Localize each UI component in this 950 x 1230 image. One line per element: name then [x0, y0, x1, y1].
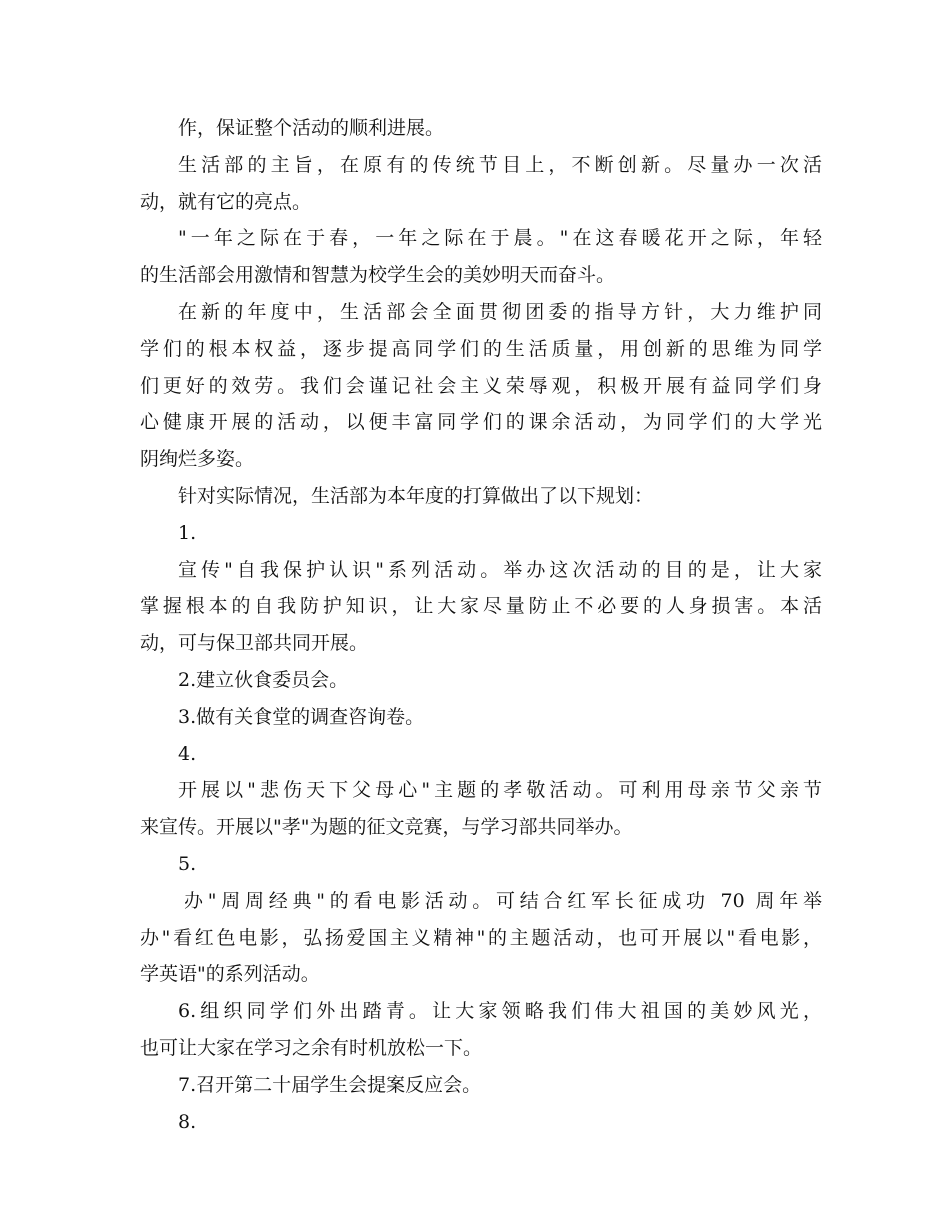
text-line: 针对实际情况，生活部为本年度的打算做出了以下规划：: [178, 484, 654, 507]
text-line: 生活部的主旨，在原有的传统节目上，不断创新。尽量办一次活: [178, 153, 822, 176]
text-line: 掌握根本的自我防护知识，让大家尽量防止不必要的人身损害。本活: [140, 595, 822, 618]
list-item: 7.召开第二十届学生会提案反应会。: [178, 1073, 482, 1096]
text-line: 办"周周经典"的看电影活动。可结合红军长征成功 70 周年举: [184, 889, 822, 912]
document-page: [140, 110, 822, 1140]
text-line: 也可让大家在学习之余有时机放松一下。: [140, 1036, 483, 1059]
text-line: 阴绚烂多姿。: [140, 448, 255, 471]
text-line: 开展以"悲伤天下父母心"主题的孝敬活动。可利用母亲节父亲节: [178, 779, 822, 802]
text-line: 们更好的效劳。我们会谨记社会主义荣辱观，积极开展有益同学们身: [140, 374, 822, 397]
text-line: 办"看红色电影，弘扬爱国主义精神"的主题活动，也可开展以"看电影，: [140, 926, 822, 949]
text-line: "一年之际在于春，一年之际在于晨。"在这春暖花开之际，年轻: [178, 227, 822, 250]
list-item: 2.建立伙食委员会。: [178, 668, 349, 691]
text-line: 来宣传。开展以"孝"为题的征文竞赛，与学习部共同举办。: [140, 816, 633, 839]
list-item: 3.做有关食堂的调查咨询卷。: [178, 705, 425, 728]
text-line: 的生活部会用激情和智慧为校学生会的美妙明天而奋斗。: [140, 264, 616, 287]
text-line: 宣传"自我保护认识"系列活动。举办这次活动的目的是，让大家: [178, 558, 822, 581]
text-line: 作，保证整个活动的顺利进展。: [178, 117, 445, 139]
text-line: 动，可与保卫部共同开展。: [140, 632, 369, 655]
text-line: 学们的根本权益，逐步提高同学们的生活质量，用创新的思维为同学: [140, 337, 822, 360]
list-number: 4.: [178, 742, 197, 765]
list-number: 5.: [178, 852, 197, 875]
list-item: 6.组织同学们外出踏青。让大家领略我们伟大祖国的美妙风光，: [178, 1000, 822, 1023]
text-line: 动，就有它的亮点。: [140, 190, 312, 213]
text-line: 学英语"的系列活动。: [140, 963, 320, 986]
list-number: 8.: [178, 1110, 197, 1133]
list-number: 1.: [178, 521, 197, 544]
text-line: 在新的年度中，生活部会全面贯彻团委的指导方针，大力维护同: [178, 300, 822, 323]
text-line: 心健康开展的活动，以便丰富同学们的课余活动，为同学们的大学光: [140, 411, 822, 434]
